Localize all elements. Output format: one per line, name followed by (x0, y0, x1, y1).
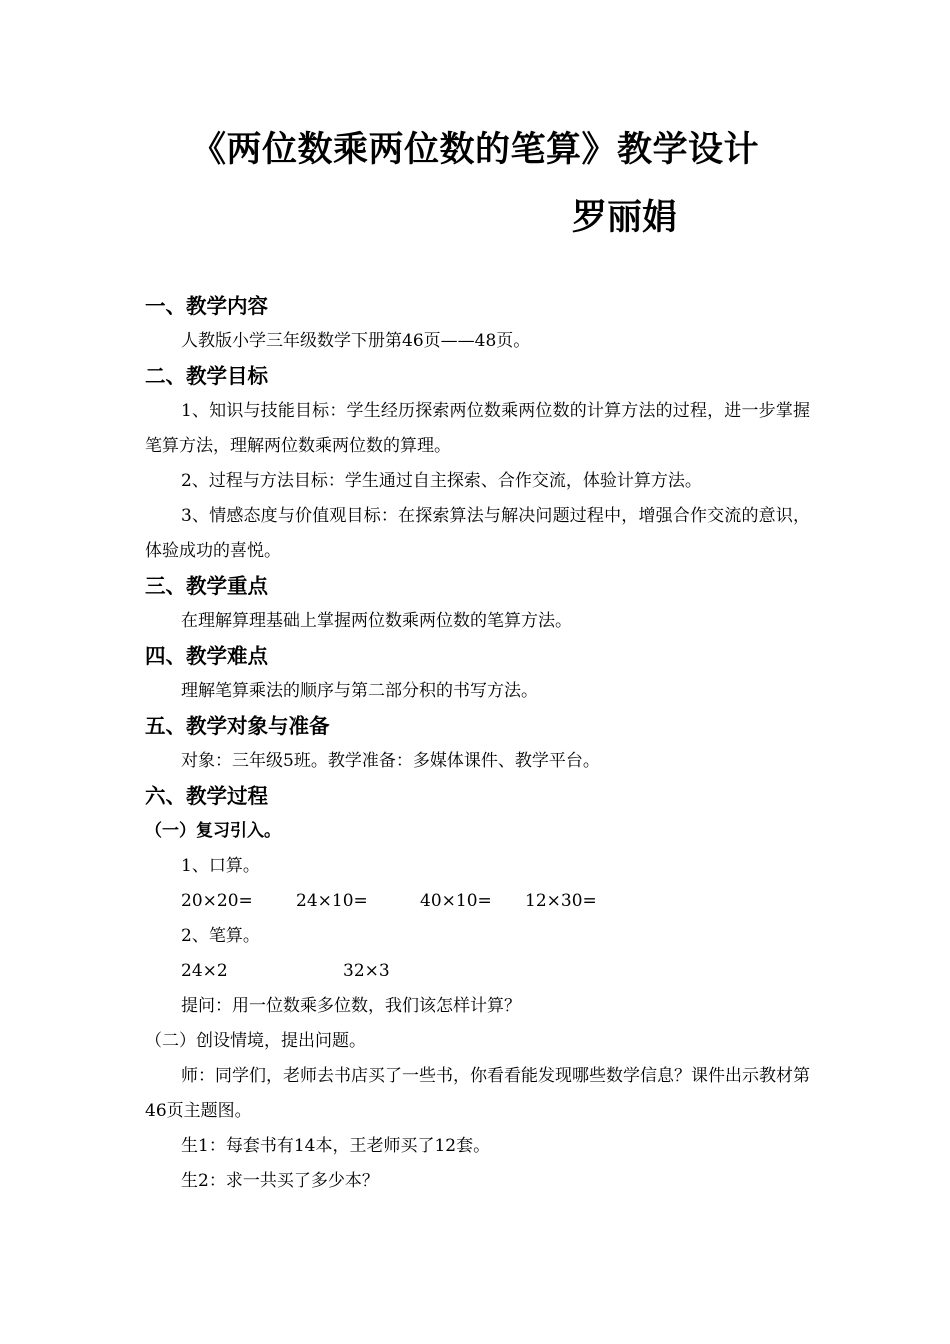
teacher-prompt: 师：同学们，老师去书店买了一些书，你看看能发现哪些数学信息？课件出示教材第46页主题图。 (145, 1066, 810, 1121)
section-text-content: 人教版小学三年级数学下册第46页——48页。 (181, 331, 531, 351)
section-heading-audience: 五、教学对象与准备 (145, 714, 330, 738)
subsection-heading-situation: （二）创设情境，提出问题。 (145, 1031, 366, 1051)
section-heading-key-points: 三、教学重点 (145, 574, 268, 598)
subsection-heading-review: （一）复习引入。 (145, 821, 281, 841)
oral-calc-item: 12×30= (525, 891, 597, 911)
section-heading-process: 六、教学过程 (145, 784, 268, 808)
oral-calc-label: 1、口算。 (181, 856, 260, 876)
written-calc-item: 32×3 (343, 961, 390, 981)
section-text-key-points: 在理解算理基础上掌握两位数乘两位数的笔算方法。 (181, 611, 572, 631)
goal-process: 2、过程与方法目标：学生通过自主探索、合作交流，体验计算方法。 (181, 471, 702, 491)
goal-knowledge: 1、知识与技能目标：学生经历探索两位数乘两位数的计算方法的过程，进一步掌握笔算方法，理解两位数乘两位数的算理。 (145, 401, 810, 456)
written-calc-row (145, 954, 810, 989)
oral-calc-item: 24×10= (296, 891, 368, 911)
oral-calc-item: 20×20= (181, 891, 253, 911)
section-text-difficulties: 理解笔算乘法的顺序与第二部分积的书写方法。 (181, 681, 538, 701)
section-heading-content: 一、教学内容 (145, 294, 268, 318)
student-answer-1: 生1：每套书有14本，王老师买了12套。 (181, 1136, 491, 1156)
oral-calc-row (145, 884, 810, 919)
section-heading-goals: 二、教学目标 (145, 364, 268, 388)
goal-attitude: 3、情感态度与价值观目标：在探索算法与解决问题过程中，增强合作交流的意识，体验成功的喜悦。 (145, 506, 810, 561)
document-title: 《两位数乘两位数的笔算》教学设计 (190, 130, 759, 170)
section-text-audience: 对象：三年级5班。教学准备：多媒体课件、教学平台。 (181, 751, 600, 771)
review-question: 提问：用一位数乘多位数，我们该怎样计算？ (181, 996, 521, 1016)
student-answer-2: 生2：求一共买了多少本？ (181, 1171, 379, 1191)
document-body (145, 289, 810, 1199)
written-calc-label: 2、笔算。 (181, 926, 260, 946)
written-calc-item: 24×2 (181, 961, 228, 981)
author-name: 罗丽娟 (572, 198, 678, 238)
section-heading-difficulties: 四、教学难点 (145, 644, 268, 668)
oral-calc-item: 40×10= (420, 891, 492, 911)
